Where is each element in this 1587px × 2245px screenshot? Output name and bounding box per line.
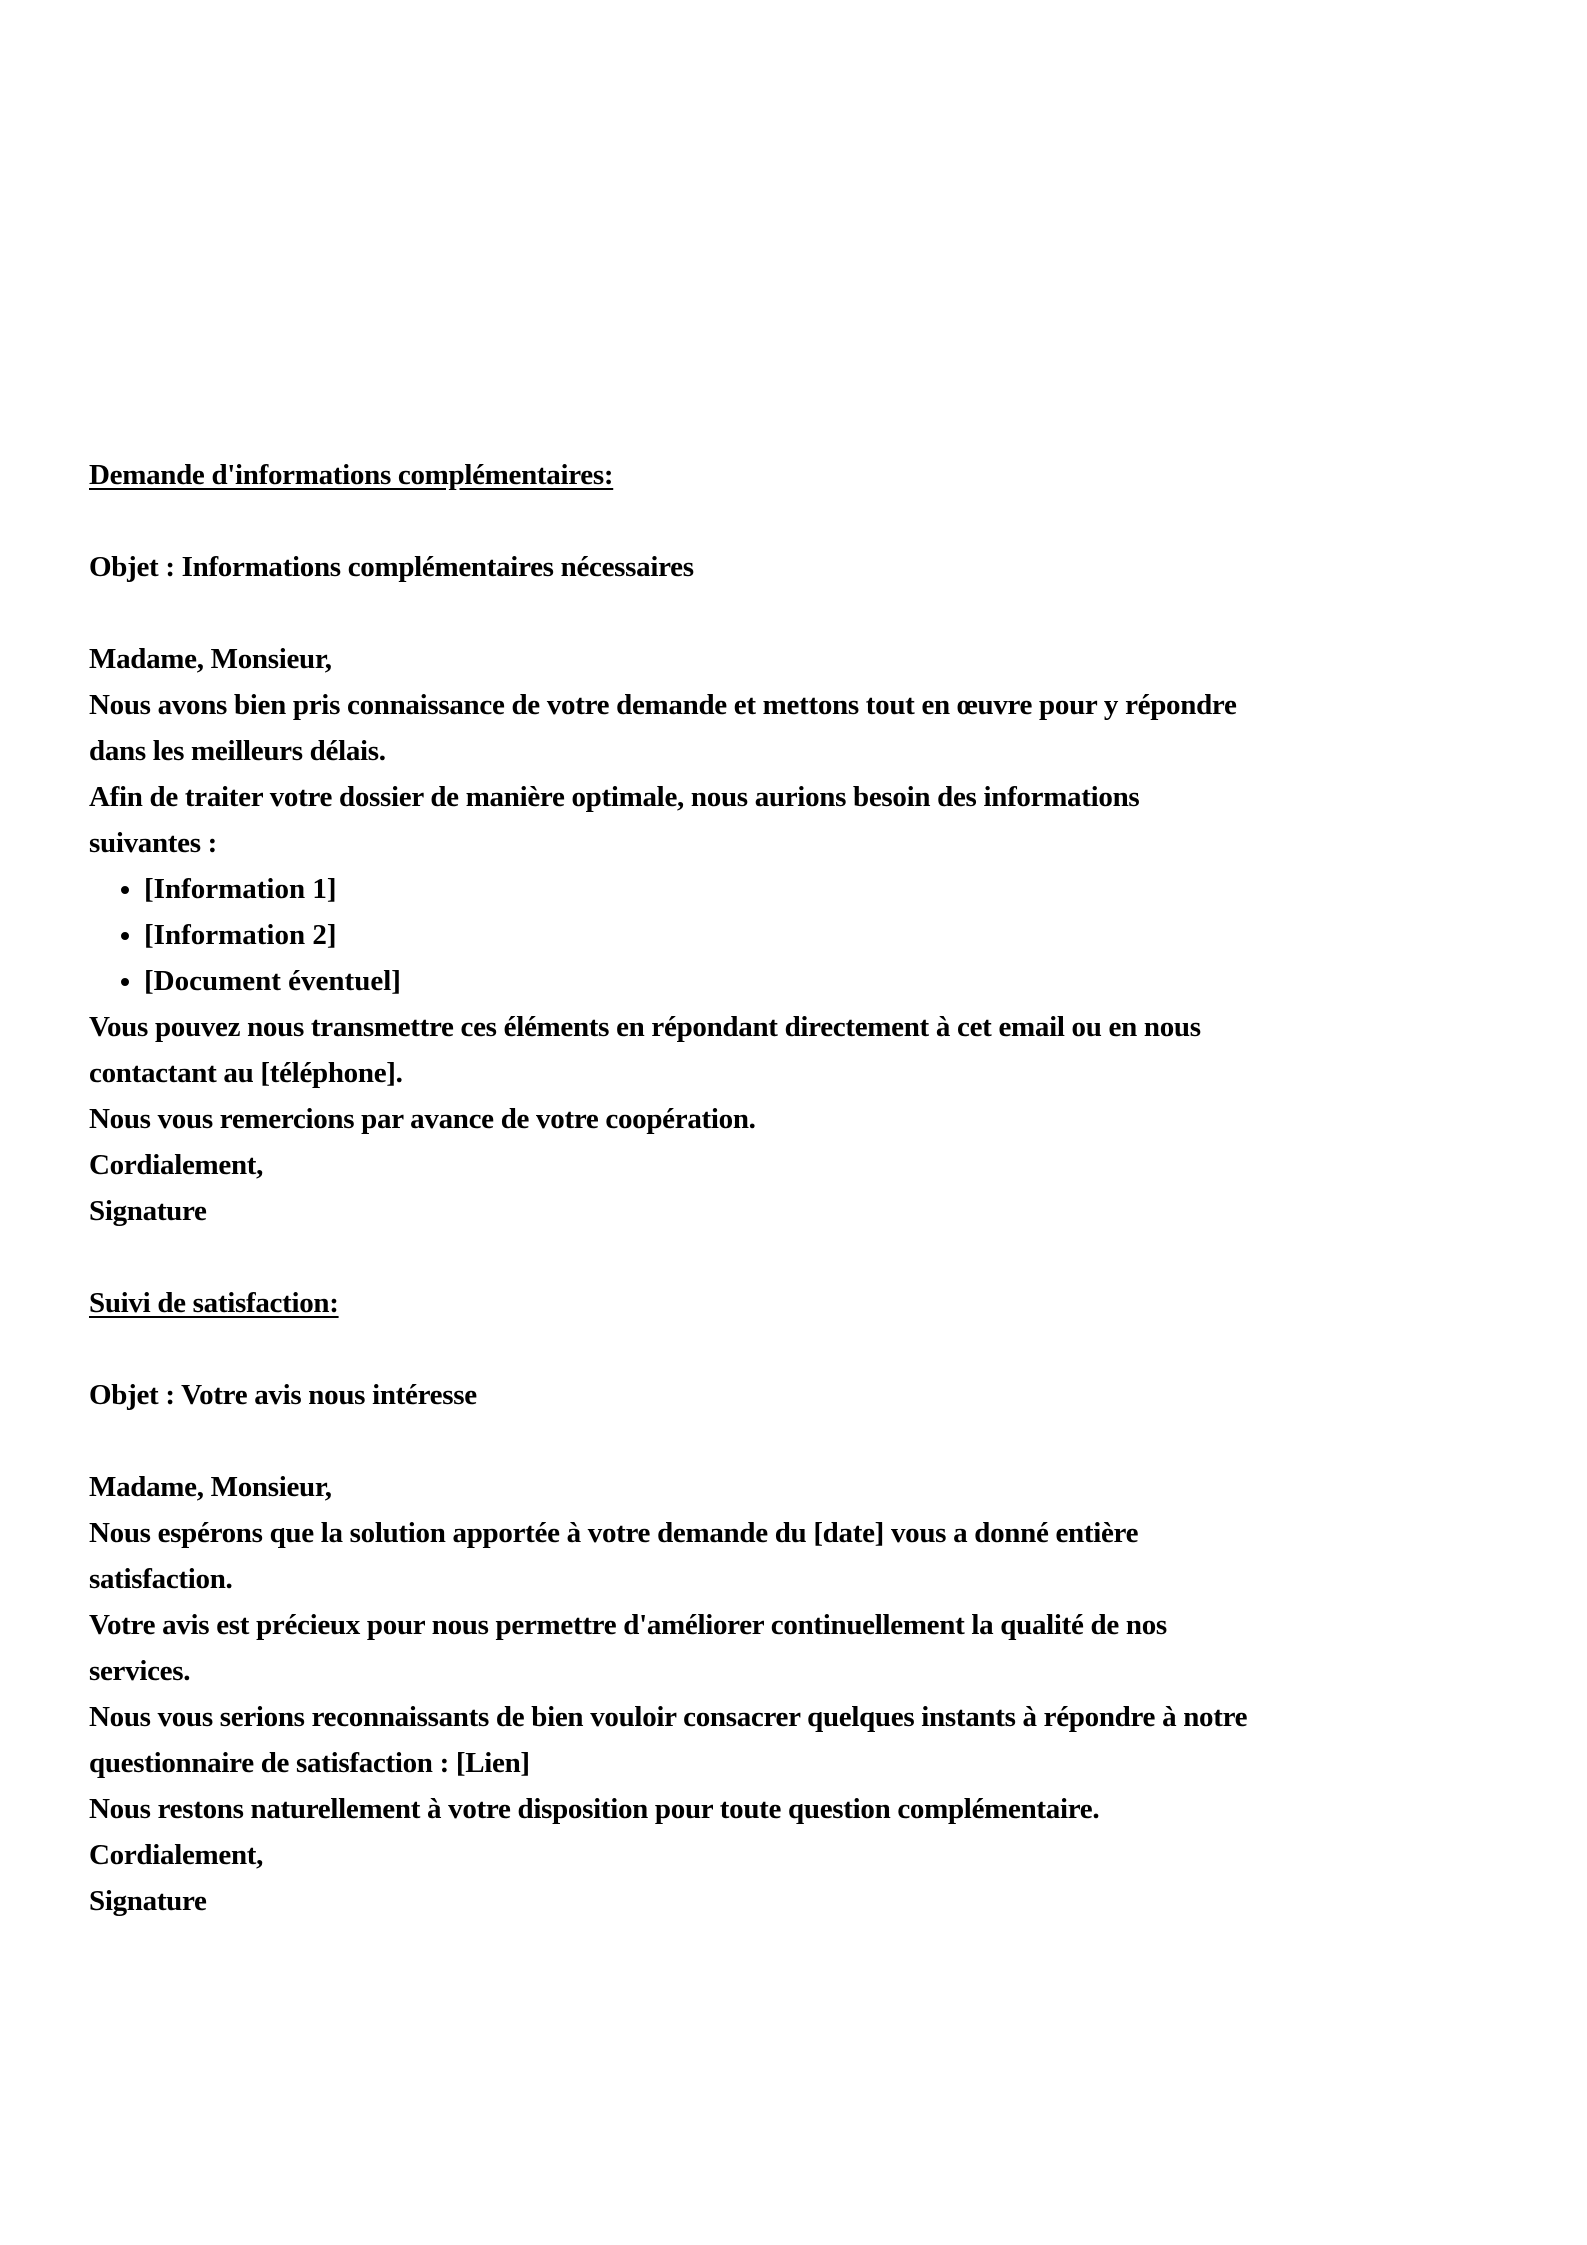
signature: Signature (89, 1195, 207, 1227)
list-item: • [Information 1] (144, 866, 1509, 912)
email-subject: Objet : Votre avis nous intéresse (89, 1379, 477, 1411)
signature: Signature (89, 1885, 207, 1917)
email-subject: Objet : Informations complémentaires nécessaires (89, 551, 694, 583)
body-line: Nous avons bien pris connaissance de votre demande et mettons tout en œuvre pour y répondre (89, 689, 1237, 721)
body-line: questionnaire de satisfaction : [Lien] (89, 1747, 530, 1779)
body-line: Nous espérons que la solution apportée à votre demande du [date] vous a donné entière (89, 1517, 1139, 1549)
required-info-list (89, 866, 1509, 1004)
body-line: suivantes : (89, 827, 218, 859)
greeting: Madame, Monsieur, (89, 643, 332, 675)
document-page (89, 452, 1509, 1924)
body-line: Nous restons naturellement à votre disposition pour toute question complémentaire. (89, 1793, 1100, 1825)
body-line: Afin de traiter votre dossier de manière optimale, nous aurions besoin des informations (89, 781, 1140, 813)
body-line: satisfaction. (89, 1563, 233, 1595)
body-line: services. (89, 1655, 191, 1687)
body-line: Nous vous serions reconnaissants de bien vouloir consacrer quelques instants à répondre à notre (89, 1701, 1248, 1733)
body-line: Vous pouvez nous transmettre ces éléments en répondant directement à cet email ou en nous (89, 1011, 1201, 1043)
section-heading: Demande d'informations complémentaires: (89, 459, 614, 491)
body-line: Votre avis est précieux pour nous permettre d'améliorer continuellement la qualité de nos (89, 1609, 1167, 1641)
list-item: • [Document éventuel] (144, 958, 1509, 1004)
body-line: Nous vous remercions par avance de votre coopération. (89, 1103, 756, 1135)
closing: Cordialement, (89, 1839, 264, 1871)
body-line: dans les meilleurs délais. (89, 735, 386, 767)
section-heading: Suivi de satisfaction: (89, 1287, 339, 1319)
greeting: Madame, Monsieur, (89, 1471, 332, 1503)
list-item: • [Information 2] (144, 912, 1509, 958)
body-line: contactant au [téléphone]. (89, 1057, 403, 1089)
closing: Cordialement, (89, 1149, 264, 1181)
